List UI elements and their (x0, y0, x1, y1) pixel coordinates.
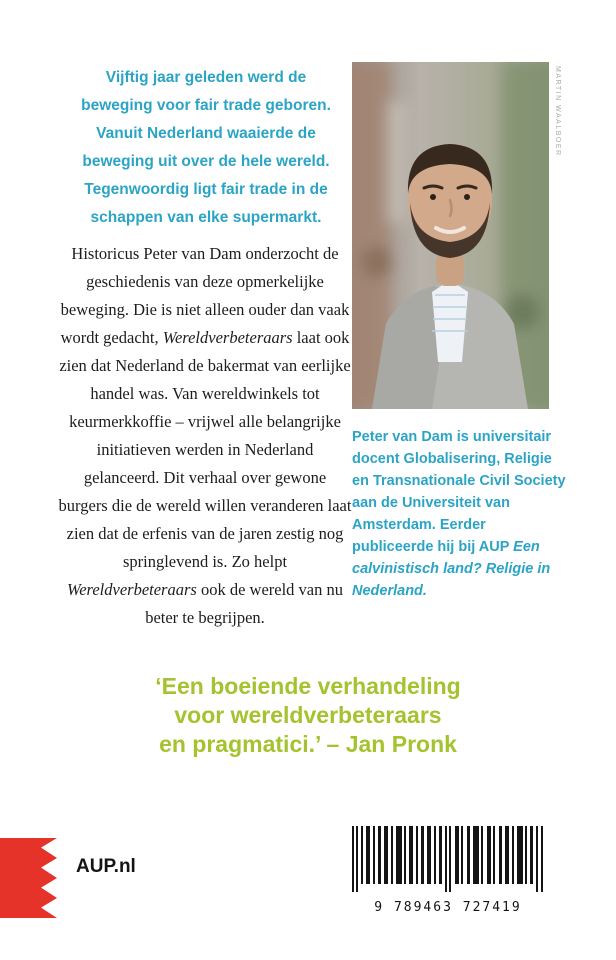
description-text: laat ook zien dat Nederland de bakermat van eerlijke handel was. Van wereldwinkels tot keurmerkkoffie – vrijwel alle belangrijke initiatieven werden in Nederland gelanceerd. Dit verhaal over gewone burgers die de wereld willen veranderen laat zien dat de erfenis van de jaren zestig nog springlevend is. Zo helpt (58, 328, 352, 571)
barcode-number: 9 789463 727419 (374, 900, 522, 915)
quote-line: voor wereldverbeteraars (174, 702, 442, 728)
book-title-italic: Wereldverbeteraars (66, 580, 197, 599)
quote-line: en pragmatici.’ – Jan Pronk (159, 731, 457, 757)
intro-line: Tegenwoordig ligt fair trade in de (84, 181, 328, 198)
author-photo (352, 62, 549, 409)
intro-line: Vanuit Nederland waaierde de (96, 125, 316, 142)
intro-line: schappen van elke supermarkt. (90, 209, 322, 226)
quote-line: ‘Een boeiende verhandeling (155, 673, 461, 699)
photo-credit: MARTIN WAALBOER (554, 66, 561, 157)
review-quote (108, 672, 508, 759)
aup-logo (0, 838, 57, 918)
description-text: ook de wereld van nu beter te begrijpen. (145, 580, 343, 627)
description-text: Historicus Peter van Dam onderzocht de geschiedenis van deze opmerkelijke beweging. Die is niet alleen ouder dan vaak wordt gedacht, (60, 244, 350, 347)
bio-text: Peter van Dam is universitair docent Globalisering, Religie en Transnationale Civil Society aan de Universiteit van Amsterdam. Eerder publiceerde hij bij AUP (352, 429, 566, 555)
barcode-bars (352, 826, 544, 892)
intro-line: Vijftig jaar geleden werd de (105, 69, 307, 86)
publisher-url: AUP.nl (76, 856, 136, 877)
intro-line: beweging voor fair trade geboren. (81, 97, 331, 114)
book-description (58, 240, 352, 632)
bio-book-title-italic: Een calvinistisch land? Religie in Nederland. (352, 539, 551, 599)
book-title-italic: Wereldverbeteraars (162, 328, 293, 347)
author-bio (352, 426, 566, 602)
barcode (350, 826, 546, 915)
intro-line: beweging uit over de hele wereld. (82, 153, 330, 170)
intro-text (64, 64, 348, 232)
